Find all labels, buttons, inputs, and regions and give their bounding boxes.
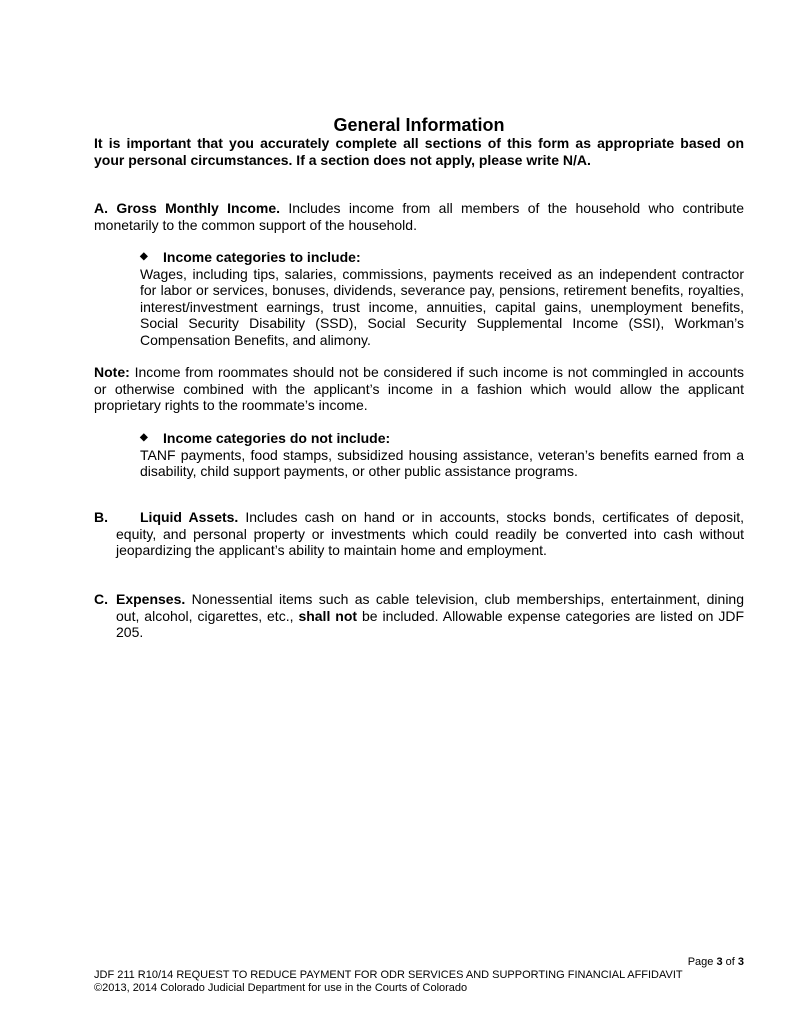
footer-copyright-line: ©2013, 2014 Colorado Judicial Department for use in the Courts of Colorado: [94, 982, 468, 994]
section-b-item: [94, 509, 744, 559]
section-c-text-after: be included. Allowable expense categories are listed on JDF 205.: [116, 607, 745, 640]
income-exclude-text: TANF payments, food stamps, subsidized housing assistance, veteran’s benefits earned from a disability, child support payments, or other public assistance programs.: [140, 446, 744, 479]
section-b-text: Includes cash on hand or in accounts, stocks bonds, certificates of deposit, equity, and personal property or investments which could readily be converted into cash without jeopardizing the applicant’s ability to maintain home and employment.: [116, 509, 744, 558]
document-page: [94, 0, 744, 1024]
income-include-heading: Income categories to include:: [163, 249, 361, 265]
section-b-letter: B.: [94, 509, 108, 525]
page-number: Page 3 of 3: [687, 956, 744, 968]
footer-form-line: JDF 211 R10/14 REQUEST TO REDUCE PAYMENT FOR ODR SERVICES AND SUPPORTING FINANCIAL AFFIDAVIT: [94, 969, 683, 981]
section-c-item: [94, 591, 744, 641]
intro-instructions: It is important that you accurately complete all sections of this form as appropriate based on your personal circumstances. If a section does not apply, please write N/A.: [94, 135, 744, 168]
section-c-emphasis: shall not: [298, 607, 358, 624]
section-a-text: Includes income from all members of the household who contribute monetarily to the common support of the household.: [94, 200, 744, 233]
note-text: Income from roommates should not be considered if such income is not commingled in accounts or otherwise combined with the applicant’s income in a fashion which would allow the applicant proprietary rights to the roommate’s income.: [94, 364, 744, 413]
section-c-heading: Expenses.: [116, 591, 186, 607]
section-c-letter: C.: [94, 591, 108, 607]
section-c-text-before: Nonessential items such as cable television, club memberships, entertainment, dining out, alcohol, cigarettes, etc.,: [116, 591, 744, 624]
section-a-heading: A. Gross Monthly Income.: [94, 200, 281, 216]
diamond-bullet-icon: ◆: [140, 432, 148, 443]
income-exclude-block: [140, 430, 744, 480]
income-exclude-heading: Income categories do not include:: [163, 430, 391, 446]
note-paragraph: [94, 364, 744, 414]
section-a-paragraph: [94, 200, 744, 233]
income-include-block: [140, 249, 744, 348]
page-total: 3: [737, 956, 744, 968]
diamond-bullet-icon: ◆: [140, 251, 148, 262]
page-current: 3: [716, 956, 723, 968]
income-include-text: Wages, including tips, salaries, commissions, payments received as an independent contractor for labor or services, bonuses, dividends, severance pay, pensions, retirement benefits, royalties, interest/investment earnings, trust income, annuities, capital gains, unemployment benefits, Social Security Disability (SSD), Social Security Supplemental Income (SSI), Workman’s Compensation Benefits, and alimony.: [140, 265, 744, 348]
section-b-heading: Liquid Assets.: [140, 509, 239, 525]
note-label: Note:: [94, 364, 130, 380]
page-title: General Information: [333, 115, 505, 135]
